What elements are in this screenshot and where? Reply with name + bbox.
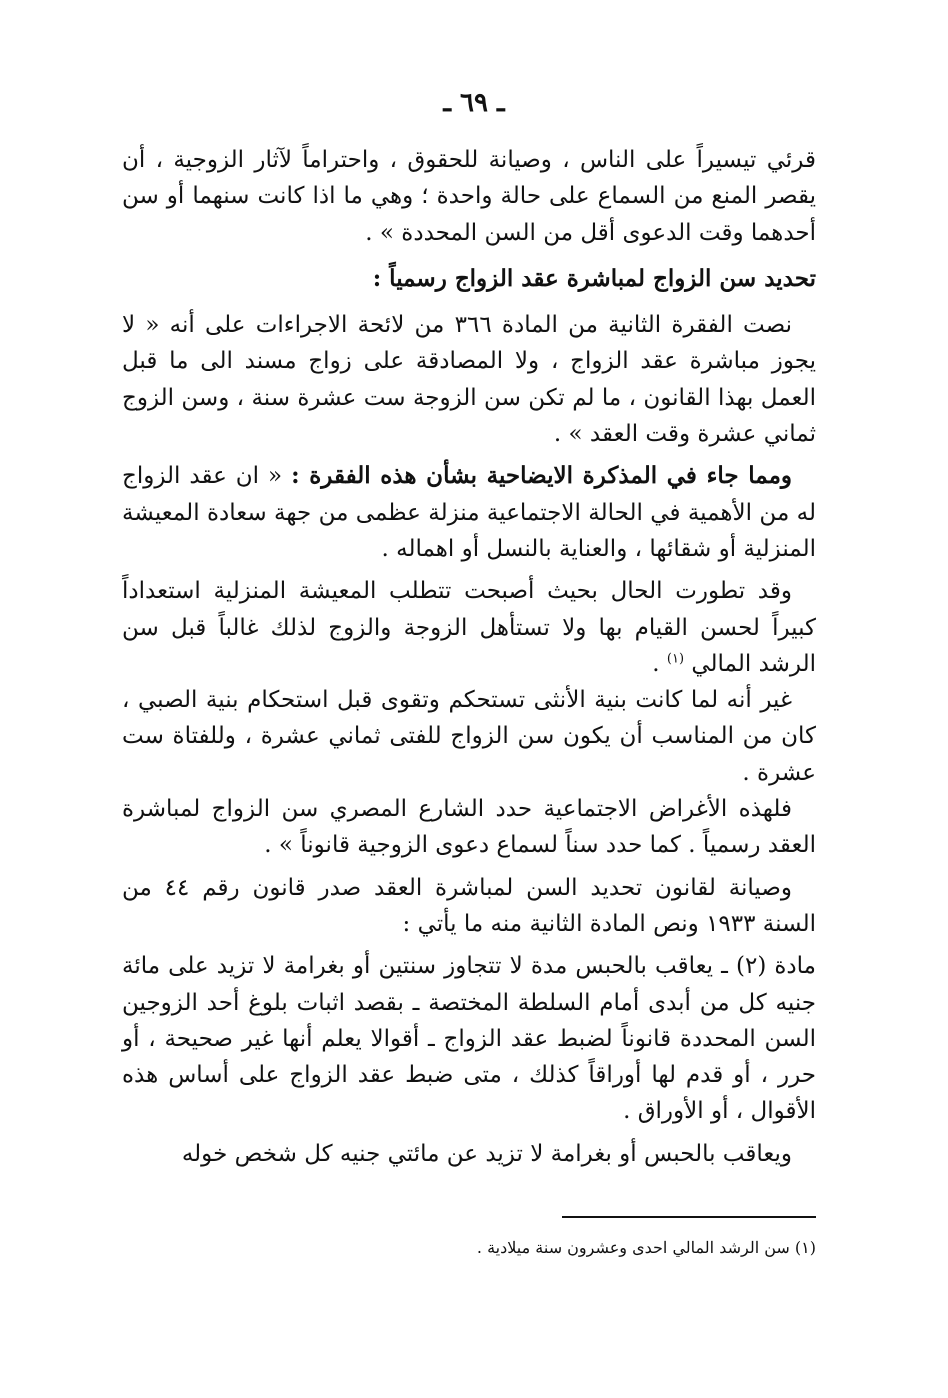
- paragraph-penalty: ويعاقب بالحبس أو بغرامة لا تزيد عن مائتي جنيه كل شخص خوله: [181, 1140, 792, 1167]
- paragraph-female-maturity: غير أنه لما كانت بنية الأنثى تستحكم وتقوى قبل استحكام بنية الصبي ، كان من المناسب أن يكون سن الزواج للفتى ثماني عشرة ، وللفتاة ست عشرة .: [122, 687, 816, 786]
- paragraph-law-44: وصيانة لقانون تحديد السن لمباشرة العقد صدر قانون رقم ٤٤ من السنة ١٩٣٣ ونص المادة الثانية منه ما يأتي :: [122, 874, 816, 937]
- paragraph-article-366: نصت الفقرة الثانية من المادة ٣٦٦ من لائحة الاجراءات على أنه « لا يجوز مباشرة عقد الزواج ، ولا المصادقة على زواج مسند الى ما قبل العمل بهذا القانون ، ما لم تكن سن الزوجة ست عشرة سنة ، وسن الزوج ثماني عشرة وقت العقد » .: [122, 312, 816, 448]
- paragraph-social-purposes: فلهذه الأغراض الاجتماعية حدد الشارع المصري سن الزواج لمباشرة العقد رسمياً . كما حدد سناً لسماع دعوى الزوجية قانوناً » .: [122, 796, 816, 859]
- section-heading: تحديد سن الزواج لمباشرة عقد الزواج رسمياً :: [372, 264, 816, 292]
- paragraph-development: [122, 573, 816, 682]
- paragraph-memorandum: [122, 458, 816, 567]
- memorandum-lead: ومما جاء في المذكرة الايضاحية بشأن هذه الفقرة :: [291, 462, 793, 490]
- development-text: وقد تطورت الحال بحيث أصبحت تتطلب المعيشة المنزلية استعداداً كبيراً لحسن القيام بها ولا تستأهل الزوجة والزوج لذلك غالباً قبل سن الرشد المالي: [122, 578, 816, 677]
- footnote: (١) سن الرشد المالي احدى وعشرون سنة ميلادية .: [476, 1238, 816, 1257]
- body-text: [122, 142, 816, 1172]
- paragraph-article-2: مادة (٢) ـ يعاقب بالحبس مدة لا تتجاوز سنتين أو بغرامة لا تزيد على مائة جنيه كل من أبدى أمام السلطة المختصة ـ بقصد اثبات بلوغ أحد الزوجين السن المحددة قانوناً لضبط عقد الزواج ـ أقوالا يعلم أنها غير صحيحة ، أو حرر ، أو قدم لها أوراقاً كذلك ، متى ضبط عقد الزواج على أساس هذه الأقوال ، أو الأوراق .: [122, 953, 817, 1125]
- memorandum-quote: « ان عقد الزواج له من الأهمية في الحالة الاجتماعية منزلة عظمى من جهة سعادة المعيشة المنزلية أو شقائها ، والعناية بالنسل أو اهماله .: [122, 463, 816, 562]
- paragraph-continuation: قرئي تيسيراً على الناس ، وصيانة للحقوق ، واحتراماً لآثار الزوجية ، أن يقصر المنع من السماع على حالة واحدة ؛ وهي ما اذا كانت سنهما أو سن أحدهما وقت الدعوى أقل من السن المحددة » .: [122, 147, 816, 246]
- footnote-divider: [562, 1216, 816, 1218]
- page-number: ـ ٦٩ ـ: [443, 88, 505, 118]
- development-tail: .: [652, 650, 667, 677]
- footnote-marker: (١): [666, 651, 685, 667]
